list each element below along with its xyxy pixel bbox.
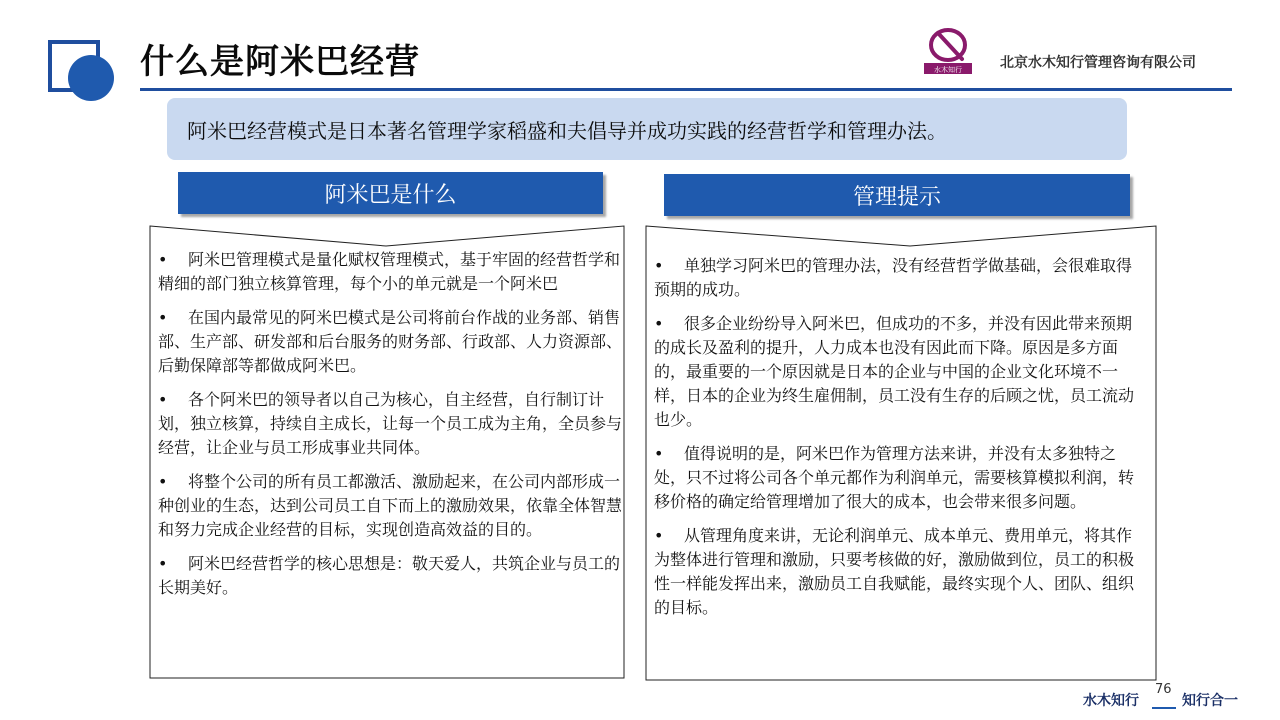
footer-slogan-divider [1152, 707, 1176, 709]
bullet-text: 将整个公司的所有员工都激活、激励起来，在公司内部形成一种创业的生态，达到公司员工自下而上的激励效果，依靠全体智慧和努力完成企业经营的目标，实现创造高效益的目的。 [158, 472, 623, 539]
bullet-marker: • [158, 390, 168, 409]
company-name: 北京水木知行管理咨询有限公司 [1000, 55, 1196, 71]
bullet-text: 阿米巴经营哲学的核心思想是：敬天爱人，共筑企业与员工的长期美好。 [158, 554, 621, 597]
bullet-text: 单独学习阿米巴的管理办法，没有经营哲学做基础，会很难取得预期的成功。 [654, 256, 1133, 299]
list-item [158, 470, 624, 542]
bullet-text: 阿米巴管理模式是量化赋权管理模式，基于牢固的经营哲学和精细的部门独立核算管理，每个小的单元就是一个阿米巴 [158, 250, 621, 293]
list-item [654, 254, 1146, 302]
bullet-text: 各个阿米巴的领导者以自己为核心，自主经营，自行制订计划，独立核算，持续自主成长，让每一个员工成为主角，全员参与经营，让企业与员工形成事业共同体。 [158, 390, 623, 457]
right-column-heading [664, 174, 1130, 216]
bullet-marker: • [158, 554, 168, 573]
bullet-marker: • [158, 250, 168, 269]
list-item [158, 248, 624, 296]
intro-banner-text: 阿米巴经营模式是日本著名管理学家稻盛和夫倡导并成功实践的经营哲学和管理办法。 [187, 118, 947, 143]
bullet-text: 很多企业纷纷导入阿米巴，但成功的不多，并没有因此带来预期的成长及盈利的提升，人力成本也没有因此而下降。原因是多方面的，最重要的一个原因就是日本的企业与中国的企业文化环境不一样，日本的企业为终生雇佣制，员工没有生存的后顾之忧，员工流动也少。 [654, 314, 1135, 429]
bullet-marker: • [158, 472, 168, 491]
left-column-list [158, 248, 624, 610]
bullet-text: 从管理角度来讲，无论利润单元、成本单元、费用单元，将其作为整体进行管理和激励，只要考核做的好，激励做到位，员工的积极性一样能发挥出来，激励员工自我赋能，最终实现个人、团队、组织的目标。 [654, 526, 1135, 617]
right-column-heading-text: 管理提示 [852, 184, 941, 210]
brand-logo-text: 水木知行 [934, 66, 962, 74]
left-column-heading [178, 172, 603, 214]
left-column-heading-text: 阿米巴是什么 [324, 182, 457, 208]
list-item [158, 388, 624, 460]
bullet-marker: • [654, 526, 664, 545]
list-item [158, 552, 624, 600]
bullet-marker: • [654, 444, 664, 463]
bullet-text: 值得说明的是，阿米巴作为管理方法来讲，并没有太多独特之处，只不过将公司各个单元都作为利润单元，需要核算模拟利润，转移价格的确定给管理增加了很大的成本，也会带来很多问题。 [654, 444, 1135, 511]
list-item [654, 312, 1146, 432]
list-item [654, 442, 1146, 514]
bullet-marker: • [654, 256, 664, 275]
bullet-marker: • [158, 308, 168, 327]
list-item [158, 306, 624, 378]
bullet-marker: • [654, 314, 664, 333]
bullet-text: 在国内最常见的阿米巴模式是公司将前台作战的业务部、销售部、生产部、研发部和后台服务的财务部、行政部、人力资源部、后勤保障部等都做成阿米巴。 [158, 308, 623, 375]
list-item [654, 524, 1146, 620]
footer-slogan-right: 知行合一 [1182, 693, 1238, 709]
page-number: 76 [1155, 682, 1172, 697]
footer-slogan-left: 水木知行 [1083, 693, 1139, 709]
right-column-list [654, 254, 1146, 630]
page-title: 什么是阿米巴经营 [140, 42, 420, 82]
